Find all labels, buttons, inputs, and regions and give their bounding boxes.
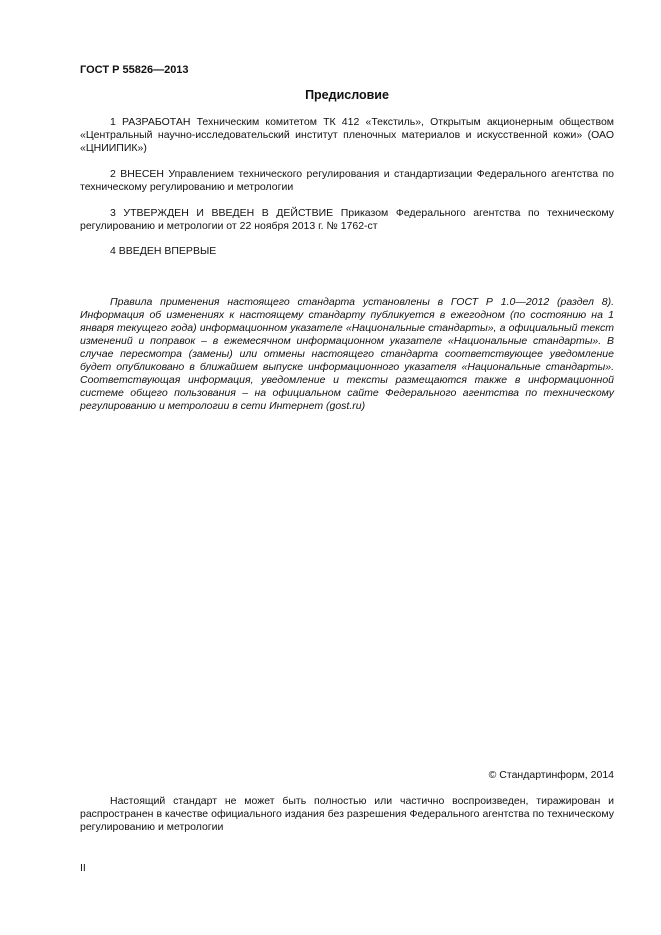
reproduction-rights-notice: Настоящий стандарт не может быть полностью или частично воспроизведен, тиражирован и распространен в качестве официального издания без разрешения Федерального агентства по техническому регулированию и метрологии <box>80 795 614 833</box>
foreword-item-introduced: 2 ВНЕСЕН Управлением технического регулирования и стандартизации Федерального агентства по техническому регулированию и метрологии <box>80 168 614 193</box>
foreword-item-developed: 1 РАЗРАБОТАН Техническим комитетом ТК 412 «Текстиль», Открытым акционерным обществом «Центральный научно-исследовательский институт пленочных материалов и искусственной кожи» (ОАО «ЦНИИПИК») <box>80 116 614 154</box>
foreword-item-first-introduced: 4 ВВЕДЕН ВПЕРВЫЕ <box>110 245 217 257</box>
copyright-line: © Стандартинформ, 2014 <box>488 769 614 781</box>
application-rules-notice: Правила применения настоящего стандарта установлены в ГОСТ Р 1.0—2012 (раздел 8). Информация об изменениях к настоящему стандарту публикуется в ежегодном (по состоянию на 1 января текущего года) информационном указателе «Национальные стандарты», а официальный текст изменений и поправок – в ежемесячном информационном указателе «Национальные стандарты». В случае пересмотра (замены) или отмены настоящего стандарта соответствующее уведомление будет опубликовано в ближайшем выпуске информационного указателя «Национальные стандарты». Соответствующая информация, уведомление и тексты размещаются также в информационной системе общего пользования – на официальном сайте Федерального агентства по техническому регулированию и метрологии в сети Интернет (gost.ru) <box>80 296 614 412</box>
document-code: ГОСТ Р 55826—2013 <box>80 64 189 76</box>
foreword-title: Предисловие <box>305 88 389 102</box>
foreword-item-approved: 3 УТВЕРЖДЕН И ВВЕДЕН В ДЕЙСТВИЕ Приказом Федерального агентства по техническому регулированию и метрологии от 22 ноября 2013 г. № 1762-ст <box>80 207 614 232</box>
page-number: II <box>80 862 86 874</box>
